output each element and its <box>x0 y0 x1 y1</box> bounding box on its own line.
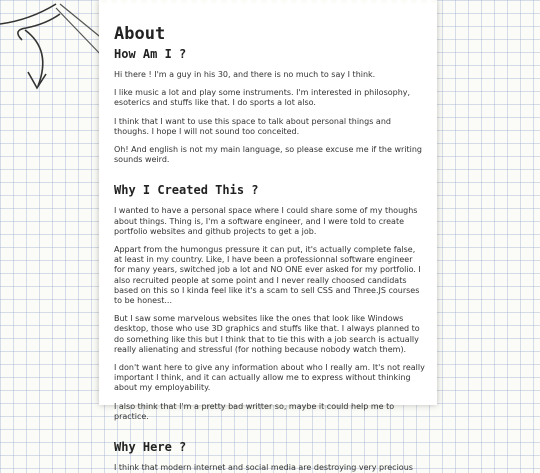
about-paper-sheet <box>99 0 437 473</box>
paragraph: But I saw some marvelous websites like the ones that look like Windows desktop, those who use 3D graphics and stuffs like that. I always planned to do something like this but I think that to tie this with a job search is actually really alienating and stressful (for nothing because nobody watch them). <box>114 314 420 354</box>
section-heading-how-am-i: How Am I ? <box>114 47 187 61</box>
paragraph: I think that modern internet and social media are destroying very precious <box>114 463 413 473</box>
paragraph: I like music a lot and play some instruments. I'm interested in philosophy, esoterics and stuffs like that. I do sports a lot also. <box>114 88 411 108</box>
paragraph: Oh! And english is not my main language, so please excuse me if the writing sounds weird. <box>114 145 423 165</box>
paragraph: I wanted to have a personal space where I could share some of my thoughs about things. Thing is, I'm a software engineer, and I were told to create portfolio websites and github projects to get a job. <box>114 206 418 236</box>
torn-paper-edge <box>99 0 437 8</box>
page-title: About <box>114 24 166 44</box>
paragraph: Appart from the humongus pressure it can put, it's actually complete false, at least in my country. Like, I have been a professionnal software engineer for many years, switched job a lot and NO ONE ever asked for my portfolio. I also recruited people at some point and I never really choosed candidats based on this so I kinda feel like it's a scam to sell CSS and Three.JS courses to be honest... <box>114 245 421 306</box>
paragraph: I don't want here to give any information about who I really am. It's not really important I think, and it can actually allow me to express without thinking about my employability. <box>114 363 425 393</box>
section-heading-why-here: Why Here ? <box>114 440 187 455</box>
hand-drawn-arrow-icon <box>0 0 110 110</box>
section-heading-why-i-created-this: Why I Created This ? <box>114 183 259 198</box>
paragraph: I think that I want to use this space to talk about personal things and thoughs. I hope I will not sound too conceited. <box>114 116 391 136</box>
paragraph: Hi there ! I'm a guy in his 30, and there is no much to say I think. <box>114 70 376 79</box>
paragraph: I also think that I'm a pretty bad writter so, maybe it could help me to practice. <box>114 401 395 421</box>
